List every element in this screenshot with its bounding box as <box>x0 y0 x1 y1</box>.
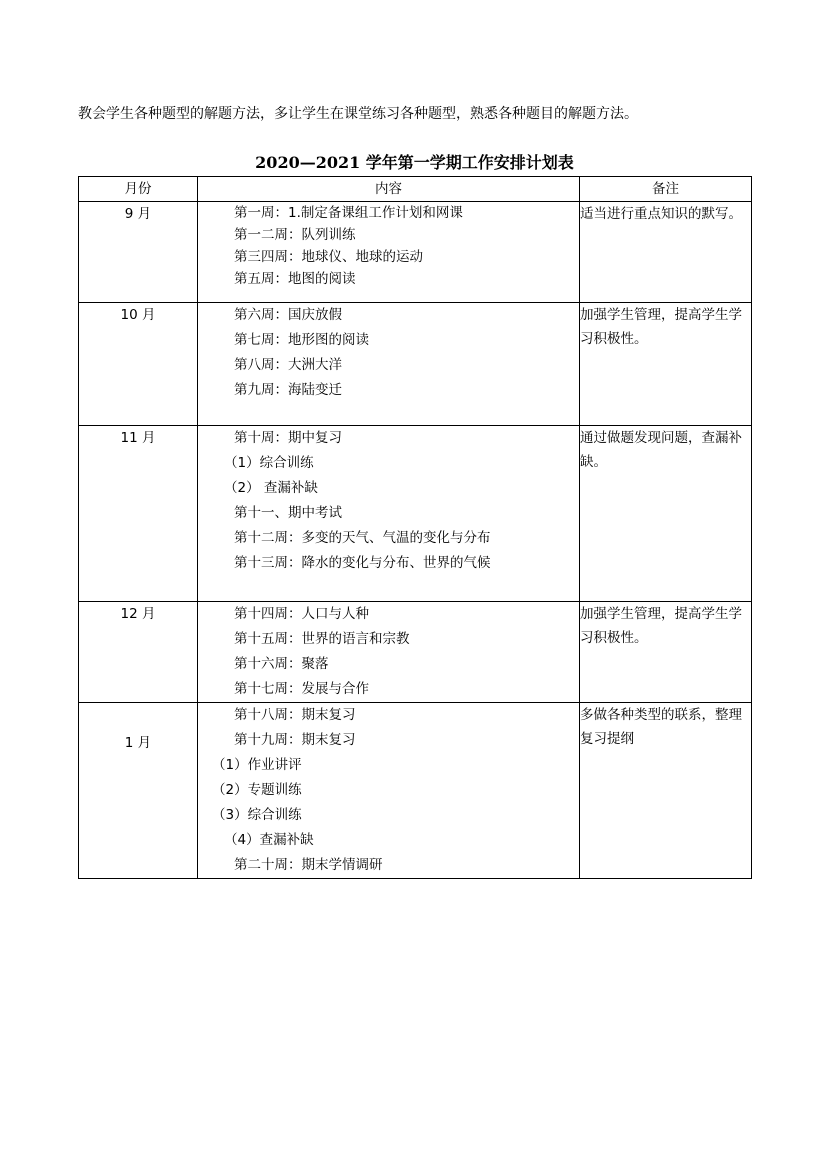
content-line: 第八周：大洲大洋 <box>234 357 342 373</box>
header-content: 内容 <box>198 177 580 202</box>
notes-cell: 加强学生管理，提高学生学习积极性。 <box>580 602 752 703</box>
content-line: 第十八周：期末复习 <box>234 707 356 723</box>
content-line: 第十周：期中复习 <box>234 430 342 446</box>
table-header-row <box>79 177 752 202</box>
month-cell: 1 月 <box>79 703 198 879</box>
content-cell <box>198 303 580 426</box>
notes-cell: 适当进行重点知识的默写。 <box>580 202 752 303</box>
content-line: 第十七周：发展与合作 <box>234 681 369 697</box>
header-notes: 备注 <box>580 177 752 202</box>
notes-cell: 加强学生管理，提高学生学习积极性。 <box>580 303 752 426</box>
table-row <box>79 602 752 703</box>
table-row <box>79 426 752 602</box>
content-line: 第六周：国庆放假 <box>234 307 342 323</box>
table-title: 2020—2021 学年第一学期工作安排计划表 <box>255 153 574 172</box>
intro-paragraph: 教会学生各种题型的解题方法，多让学生在课堂练习各种题型，熟悉各种题目的解题方法。 <box>78 106 638 122</box>
content-line: （2） 查漏补缺 <box>224 480 318 496</box>
month-cell: 9 月 <box>79 202 198 303</box>
month-cell: 10 月 <box>79 303 198 426</box>
content-line: （2）专题训练 <box>212 782 302 798</box>
header-month: 月份 <box>79 177 198 202</box>
content-line: （3）综合训练 <box>212 807 302 823</box>
content-line: 第十四周：人口与人种 <box>234 606 369 622</box>
month-cell: 12 月 <box>79 602 198 703</box>
notes-cell: 多做各种类型的联系，整理复习提纲 <box>580 703 752 879</box>
content-line: 第七周：地形图的阅读 <box>234 332 369 348</box>
content-cell <box>198 703 580 879</box>
content-line: 第十一、期中考试 <box>234 505 342 521</box>
content-line: 第九周：海陆变迁 <box>234 382 342 398</box>
content-line: （1）综合训练 <box>224 455 314 471</box>
month-cell: 11 月 <box>79 426 198 602</box>
content-line: 第三四周：地球仪、地球的运动 <box>234 249 423 265</box>
table-row <box>79 202 752 303</box>
content-line: 第二十周：期末学情调研 <box>234 857 383 873</box>
content-line: （1）作业讲评 <box>212 757 302 773</box>
notes-cell: 通过做题发现问题，查漏补缺。 <box>580 426 752 602</box>
content-line: 第十二周：多变的天气、气温的变化与分布 <box>234 530 491 546</box>
content-line: 第十六周：聚落 <box>234 656 329 672</box>
content-cell <box>198 426 580 602</box>
content-line: 第十九周：期末复习 <box>234 732 356 748</box>
content-line: （4）查漏补缺 <box>224 832 314 848</box>
work-plan-table <box>78 176 752 879</box>
content-line: 第十三周：降水的变化与分布、世界的气候 <box>234 555 491 571</box>
table-row <box>79 303 752 426</box>
content-cell <box>198 602 580 703</box>
content-line: 第十五周：世界的语言和宗教 <box>234 631 410 647</box>
table-row <box>79 703 752 879</box>
content-line: 第一二周：队列训练 <box>234 227 356 243</box>
content-line: 第五周：地图的阅读 <box>234 271 356 287</box>
content-line: 第一周：1.制定备课组工作计划和网课 <box>234 205 463 221</box>
content-cell <box>198 202 580 303</box>
